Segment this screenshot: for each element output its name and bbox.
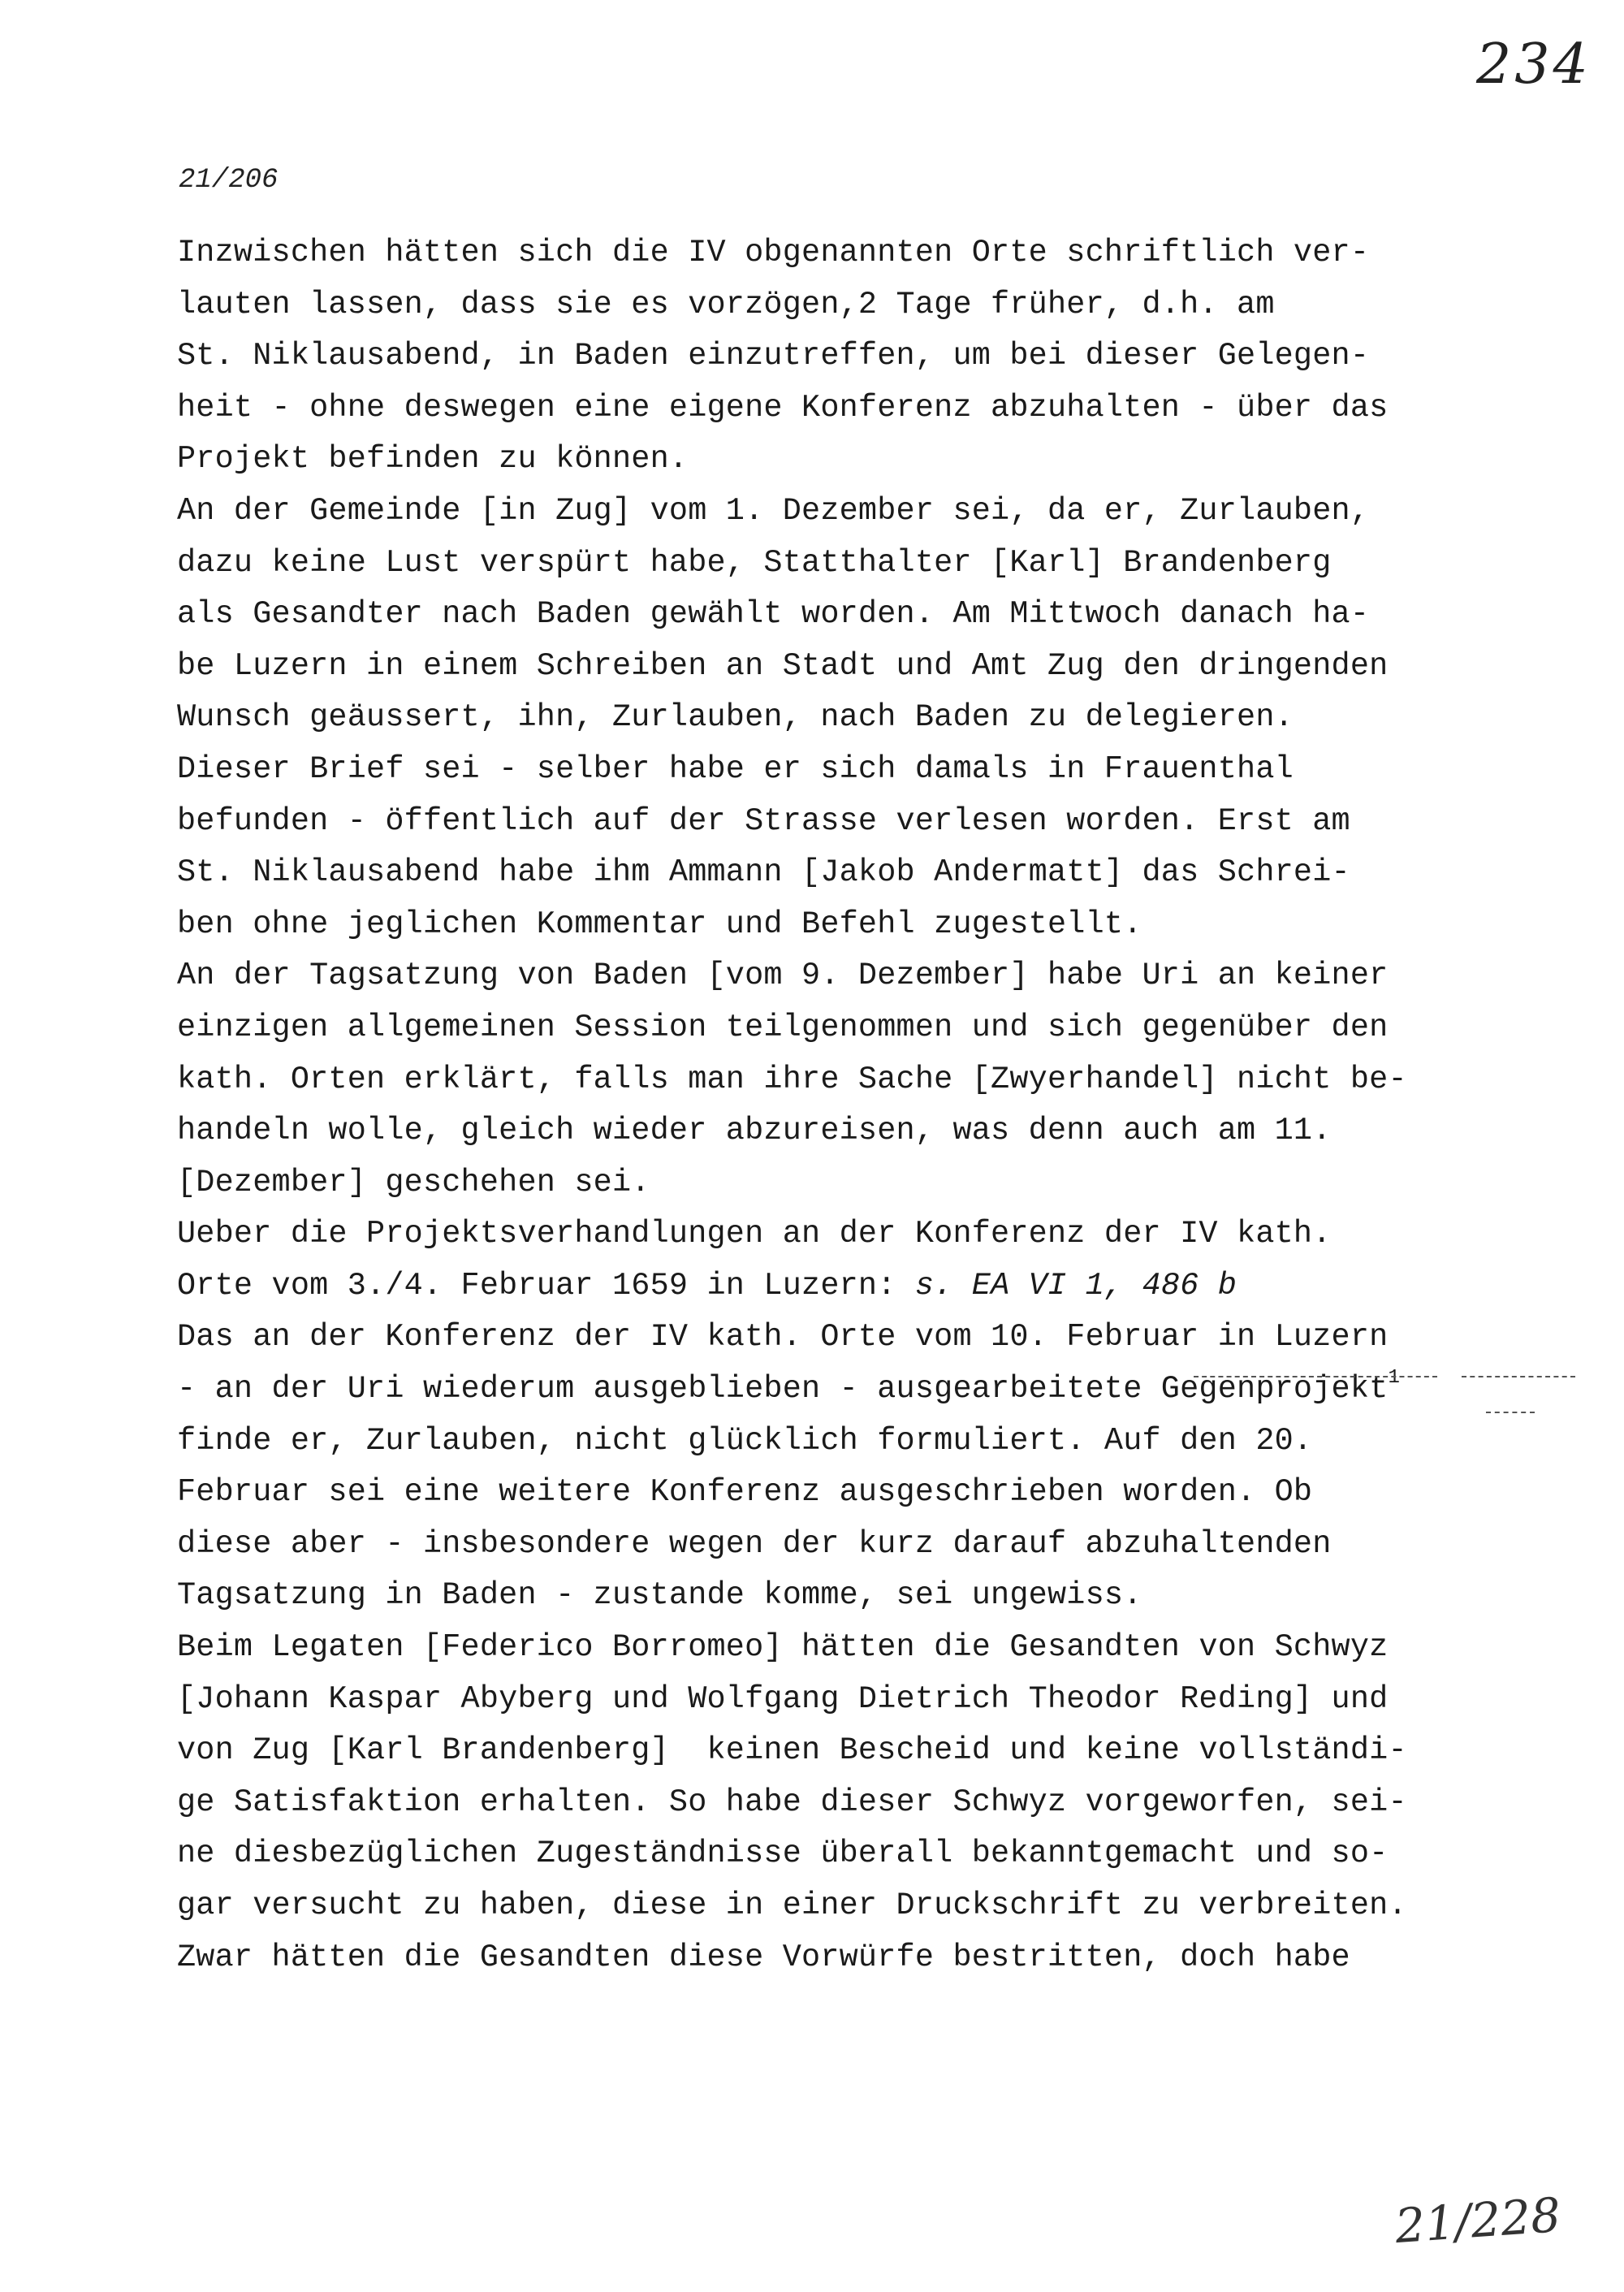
document-reference: 21/206 — [179, 165, 279, 196]
body-text — [177, 227, 1525, 1983]
handwritten-archive-number: 21/228 — [1393, 2186, 1563, 2255]
text-line: einzigen allgemeinen Session teilgenommen und sich gegenüber den — [177, 1009, 1389, 1045]
text-line: Projekt befinden zu können. — [177, 441, 689, 478]
text-line-with-footnote — [177, 1364, 1525, 1416]
text-line: dazu keine Lust verspürt habe, Statthalter [Karl] Brandenberg — [177, 544, 1332, 581]
text-line: Beim Legaten [Federico Borromeo] hätten die Gesandten von Schwyz — [177, 1629, 1389, 1666]
text-line: von Zug [Karl Brandenberg] keinen Bescheid und keine vollständi- — [177, 1732, 1407, 1769]
footnote-dashed-rule — [1486, 1412, 1535, 1413]
text-line: [Dezember] geschehen sei. — [177, 1164, 650, 1200]
text-line: diese aber - insbesondere wegen der kurz darauf abzuhaltenden — [177, 1525, 1332, 1562]
text-line: heit - ohne deswegen eine eigene Konferenz abzuhalten - über das — [177, 389, 1389, 426]
footnote-dashed-rule — [1462, 1376, 1575, 1377]
text-line: als Gesandter nach Baden gewählt worden. Am Mittwoch danach ha- — [177, 596, 1370, 633]
text-line: [Johann Kaspar Abyberg und Wolfgang Dietrich Theodor Reding] und — [177, 1680, 1389, 1717]
citation-line-prefix: Orte vom 3./4. Februar 1659 in Luzern: — [177, 1267, 915, 1304]
text-line-content: - an der Uri wiederum ausgeblieben - ausgearbeitete Gegenprojekt — [177, 1371, 1389, 1408]
text-line: lauten lassen, dass sie es vorzögen,2 Tage früher, d.h. am — [177, 286, 1275, 322]
citation-line — [177, 1261, 1525, 1312]
text-line: Ueber die Projektsverhandlungen an der Konferenz der IV kath. — [177, 1216, 1332, 1252]
text-line: befunden - öffentlich auf der Strasse verlesen worden. Erst am — [177, 802, 1350, 839]
footnote-dashed-rule — [1194, 1376, 1437, 1377]
text-line: Zwar hätten die Gesandten diese Vorwürfe bestritten, doch habe — [177, 1939, 1350, 1975]
text-line: Dieser Brief sei - selber habe er sich damals in Frauenthal — [177, 750, 1294, 787]
text-line: An der Gemeinde [in Zug] vom 1. Dezember sei, da er, Zurlauben, — [177, 492, 1370, 529]
text-line: Tagsatzung in Baden - zustande komme, sei ungewiss. — [177, 1577, 1142, 1614]
text-line: Inzwischen hätten sich die IV obgenannten Orte schriftlich ver- — [177, 235, 1370, 270]
handwritten-page-number: 234 — [1476, 32, 1592, 97]
text-line: ne diesbezüglichen Zugeständnisse überall bekanntgemacht und so- — [177, 1836, 1389, 1872]
text-line: An der Tagsatzung von Baden [vom 9. Dezember] habe Uri an keiner — [177, 958, 1389, 994]
text-line: finde er, Zurlauben, nicht glücklich formuliert. Auf den 20. — [177, 1422, 1313, 1459]
source-citation: s. EA VI 1, 486 b — [914, 1267, 1237, 1304]
footnote-marker: 1 — [1388, 1367, 1401, 1390]
text-line: ge Satisfaktion erhalten. So habe dieser Schwyz vorgeworfen, sei- — [177, 1784, 1407, 1820]
text-line: Das an der Konferenz der IV kath. Orte vom 10. Februar in Luzern — [177, 1319, 1389, 1356]
text-line: be Luzern in einem Schreiben an Stadt und Amt Zug den dringenden — [177, 647, 1389, 684]
text-line: Wunsch geäussert, ihn, Zurlauben, nach Baden zu delegieren. — [177, 699, 1294, 736]
text-line: gar versucht zu haben, diese in einer Druckschrift zu verbreiten. — [177, 1888, 1407, 1923]
text-line: St. Niklausabend habe ihm Ammann [Jakob Andermatt] das Schrei- — [177, 854, 1350, 891]
text-line: Februar sei eine weitere Konferenz ausgeschrieben worden. Ob — [177, 1474, 1313, 1511]
text-line: St. Niklausabend, in Baden einzutreffen, um bei dieser Gelegen- — [177, 338, 1370, 374]
text-line: kath. Orten erklärt, falls man ihre Sache [Zwyerhandel] nicht be- — [177, 1061, 1407, 1097]
text-line: handeln wolle, gleich wieder abzureisen, was denn auch am 11. — [177, 1113, 1332, 1149]
text-line: ben ohne jeglichen Kommentar und Befehl zugestellt. — [177, 906, 1142, 942]
